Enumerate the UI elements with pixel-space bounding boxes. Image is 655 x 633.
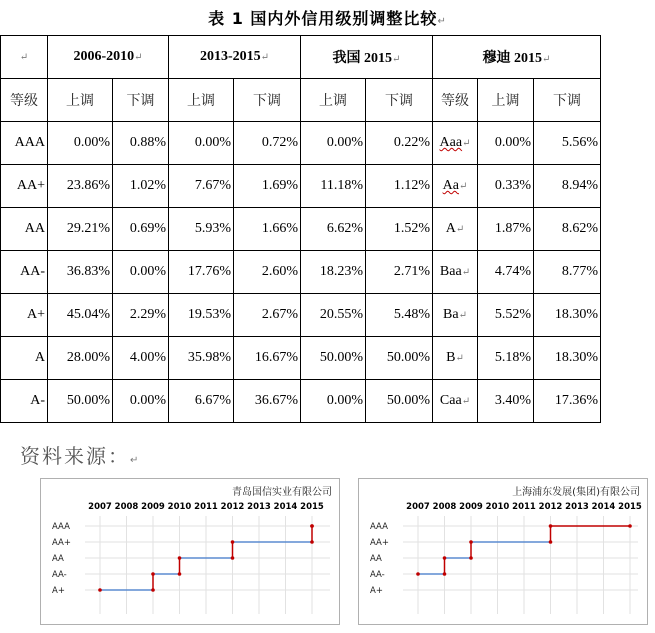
paragraph-mark: ↵ <box>462 138 471 149</box>
grade-cell <box>1 251 48 294</box>
value-cell <box>169 251 234 294</box>
value-cell <box>301 208 366 251</box>
rating-point <box>231 540 235 544</box>
year-tick-label: 2009 <box>141 502 165 512</box>
group-header-china-2015 <box>301 36 433 79</box>
value-cell-text: 23.86% <box>66 178 110 193</box>
value-cell <box>169 294 234 337</box>
value-cell-text: 0.00% <box>194 135 231 150</box>
value-cell-text: 36.83% <box>66 264 110 279</box>
moodys-grade-cell <box>433 380 478 423</box>
moodys-value-cell <box>478 251 534 294</box>
moodys-value-cell-text: 1.87% <box>494 221 531 236</box>
grade-cell <box>1 337 48 380</box>
grade-cell-text: AA+ <box>16 178 45 193</box>
value-cell <box>48 122 113 165</box>
chart-frame <box>359 479 648 625</box>
rating-tick-label: AA <box>52 554 64 564</box>
value-cell <box>234 122 301 165</box>
value-cell <box>366 294 433 337</box>
subheader-grade: 等级 <box>433 79 478 122</box>
value-cell <box>113 122 169 165</box>
value-cell-text: 28.00% <box>66 350 110 365</box>
value-cell-text: 0.69% <box>129 221 166 236</box>
value-cell <box>301 294 366 337</box>
year-tick-label: 2015 <box>300 502 324 512</box>
value-cell <box>113 208 169 251</box>
moodys-value-cell-text: 0.00% <box>494 135 531 150</box>
value-cell-text: 19.53% <box>187 307 231 322</box>
value-cell-text: 50.00% <box>386 393 430 408</box>
table-row <box>1 380 601 423</box>
value-cell <box>366 251 433 294</box>
paragraph-mark: ↵ <box>260 52 270 63</box>
moodys-grade-cell-text: Aa <box>442 178 459 193</box>
subheader-down: 下调 <box>366 79 433 122</box>
value-cell-text: 35.98% <box>187 350 231 365</box>
moodys-value-cell-text: 8.62% <box>561 221 598 236</box>
rating-tick-label: A+ <box>52 586 65 596</box>
value-cell <box>234 337 301 380</box>
value-cell-text: 20.55% <box>319 307 363 322</box>
value-cell-text: 0.00% <box>326 393 363 408</box>
value-cell-text: 0.00% <box>73 135 110 150</box>
value-cell <box>366 165 433 208</box>
moodys-value-cell <box>478 122 534 165</box>
group-label: 2006-2010 <box>73 49 135 64</box>
year-tick-label: 2014 <box>591 502 616 512</box>
value-cell <box>234 165 301 208</box>
moodys-grade-cell <box>433 251 478 294</box>
grade-cell-text: A- <box>30 393 45 408</box>
table-title-text: 表 1 国内外信用级别调整比较 <box>208 9 438 28</box>
value-cell <box>366 122 433 165</box>
value-cell <box>169 208 234 251</box>
moodys-value-cell <box>478 337 534 380</box>
rating-tick-label: AA+ <box>370 538 389 548</box>
rating-tick-label: AA+ <box>52 538 71 548</box>
value-cell-text: 1.52% <box>393 221 430 236</box>
value-cell <box>234 380 301 423</box>
year-tick-label: 2008 <box>432 502 457 512</box>
value-cell-text: 6.62% <box>326 221 363 236</box>
value-cell <box>366 337 433 380</box>
moodys-value-cell-text: 17.36% <box>554 393 598 408</box>
moodys-value-cell <box>478 380 534 423</box>
value-cell <box>113 337 169 380</box>
value-cell <box>234 251 301 294</box>
value-cell-text: 1.02% <box>129 178 166 193</box>
value-cell <box>301 122 366 165</box>
moodys-value-cell <box>534 337 601 380</box>
subheader-up: 上调 <box>48 79 113 122</box>
value-cell <box>113 294 169 337</box>
value-cell <box>113 251 169 294</box>
moodys-grade-cell-text: B <box>446 350 456 365</box>
paragraph-mark: ↵ <box>134 52 143 63</box>
value-cell-text: 0.22% <box>393 135 430 150</box>
value-cell-text: 2.29% <box>129 307 166 322</box>
rating-point <box>151 572 155 576</box>
table-title <box>0 6 655 29</box>
year-tick-label: 2011 <box>194 502 218 512</box>
value-cell-text: 29.21% <box>66 221 110 236</box>
value-cell <box>169 122 234 165</box>
rating-point <box>469 540 473 544</box>
year-tick-label: 2009 <box>459 502 483 512</box>
year-tick-label: 2011 <box>512 502 536 512</box>
group-header-moodys-2015 <box>433 36 601 79</box>
value-cell <box>301 380 366 423</box>
table-row <box>1 251 601 294</box>
paragraph-mark: ↵ <box>455 224 465 235</box>
year-tick-label: 2012 <box>538 502 563 512</box>
rating-point <box>178 556 182 560</box>
moodys-value-cell <box>478 294 534 337</box>
value-cell-text: 0.00% <box>129 393 166 408</box>
value-cell <box>113 165 169 208</box>
rating-point <box>416 572 420 576</box>
grade-cell-text: A+ <box>26 307 45 322</box>
moodys-value-cell <box>478 165 534 208</box>
rating-point <box>443 556 447 560</box>
year-tick-label: 2010 <box>167 502 192 512</box>
value-cell-text: 45.04% <box>66 307 110 322</box>
subheader-down: 下调 <box>234 79 301 122</box>
value-cell-text: 5.93% <box>194 221 231 236</box>
source-label-text: 资料来源： <box>20 444 130 468</box>
grade-cell <box>1 294 48 337</box>
value-cell <box>234 208 301 251</box>
value-cell-text: 16.67% <box>254 350 298 365</box>
table-row <box>1 122 601 165</box>
value-cell-text: 2.60% <box>261 264 298 279</box>
moodys-grade-cell-text: Caa <box>439 393 462 408</box>
moodys-value-cell-text: 5.56% <box>561 135 598 150</box>
year-tick-label: 2012 <box>220 502 245 512</box>
value-cell <box>113 380 169 423</box>
value-cell <box>169 165 234 208</box>
rating-tick-label: AAA <box>52 522 70 532</box>
table-row <box>1 165 601 208</box>
rating-chart-qingdao <box>40 478 340 626</box>
subheader-up: 上调 <box>169 79 234 122</box>
grade-cell-text: AAA <box>14 135 45 150</box>
grade-cell <box>1 122 48 165</box>
paragraph-mark: ↵ <box>437 16 447 27</box>
value-cell-text: 11.18% <box>320 178 363 193</box>
rating-tick-label: AA- <box>52 570 67 580</box>
subheader-up: 上调 <box>478 79 534 122</box>
paragraph-mark: ↵ <box>461 267 471 278</box>
moodys-grade-cell-text: A <box>445 221 456 236</box>
year-tick-label: 2007 <box>406 502 430 512</box>
value-cell-text: 0.00% <box>326 135 363 150</box>
grade-cell-text: AA- <box>20 264 45 279</box>
value-cell-text: 18.23% <box>319 264 363 279</box>
paragraph-mark: ↵ <box>458 310 467 321</box>
group-header-row <box>1 36 601 79</box>
year-tick-label: 2007 <box>88 502 112 512</box>
value-cell-text: 36.67% <box>254 393 298 408</box>
paragraph-mark: ↵ <box>455 353 464 364</box>
subheader-down: 下调 <box>113 79 169 122</box>
value-cell <box>48 294 113 337</box>
moodys-value-cell-text: 4.74% <box>494 264 531 279</box>
moodys-grade-cell <box>433 165 478 208</box>
year-tick-label: 2013 <box>565 502 589 512</box>
value-cell <box>366 208 433 251</box>
rating-point <box>310 524 314 528</box>
corner-cell <box>1 36 48 79</box>
value-cell <box>48 380 113 423</box>
moodys-value-cell-text: 0.33% <box>494 178 531 193</box>
subheader-down: 下调 <box>534 79 601 122</box>
value-cell <box>301 337 366 380</box>
moodys-grade-cell-text: Ba <box>443 307 459 322</box>
value-cell-text: 5.48% <box>393 307 430 322</box>
value-cell-text: 50.00% <box>66 393 110 408</box>
moodys-grade-cell <box>433 294 478 337</box>
value-cell-text: 0.72% <box>261 135 298 150</box>
rating-tick-label: A+ <box>370 586 383 596</box>
value-cell-text: 1.66% <box>261 221 298 236</box>
group-label: 穆迪 2015 <box>482 51 543 66</box>
paragraph-mark: ↵ <box>19 52 29 63</box>
value-cell <box>169 337 234 380</box>
moodys-value-cell-text: 18.30% <box>554 350 598 365</box>
moodys-value-cell <box>478 208 534 251</box>
subheader-grade: 等级 <box>1 79 48 122</box>
moodys-value-cell <box>534 122 601 165</box>
value-cell <box>169 380 234 423</box>
value-cell-text: 0.00% <box>129 264 166 279</box>
paragraph-mark: ↵ <box>130 455 141 466</box>
value-cell <box>48 208 113 251</box>
year-tick-label: 2008 <box>114 502 139 512</box>
paragraph-mark: ↵ <box>542 54 551 65</box>
value-cell <box>366 380 433 423</box>
chart-frame <box>41 479 340 625</box>
moodys-value-cell <box>534 380 601 423</box>
group-label: 2013-2015 <box>199 49 261 64</box>
value-cell-text: 50.00% <box>319 350 363 365</box>
rating-adjustment-table <box>0 35 601 423</box>
moodys-grade-cell-text: Aaa <box>439 135 463 150</box>
table-row <box>1 294 601 337</box>
moodys-value-cell-text: 18.30% <box>554 307 598 322</box>
sub-header-row <box>1 79 601 122</box>
value-cell-text: 7.67% <box>194 178 231 193</box>
moodys-value-cell <box>534 294 601 337</box>
moodys-value-cell-text: 3.40% <box>494 393 531 408</box>
chart-title: 青岛国信实业有限公司 <box>232 487 332 498</box>
rating-point <box>98 588 102 592</box>
value-cell-text: 2.67% <box>261 307 298 322</box>
moodys-value-cell-text: 8.94% <box>561 178 598 193</box>
paragraph-mark: ↵ <box>461 396 471 407</box>
rating-tick-label: AA <box>370 554 382 564</box>
chart-title: 上海浦东发展(集团)有限公司 <box>512 487 640 498</box>
value-cell-text: 6.67% <box>194 393 231 408</box>
table-row <box>1 337 601 380</box>
grade-cell <box>1 380 48 423</box>
value-cell <box>48 337 113 380</box>
value-cell-text: 1.12% <box>393 178 430 193</box>
value-cell-text: 17.76% <box>187 264 231 279</box>
value-cell <box>48 165 113 208</box>
moodys-value-cell <box>534 251 601 294</box>
rating-point <box>549 524 553 528</box>
moodys-value-cell <box>534 208 601 251</box>
value-cell <box>301 165 366 208</box>
moodys-value-cell-text: 5.52% <box>494 307 531 322</box>
value-cell-text: 2.71% <box>393 264 430 279</box>
year-tick-label: 2010 <box>485 502 510 512</box>
moodys-value-cell <box>534 165 601 208</box>
source-label <box>20 440 140 469</box>
paragraph-mark: ↵ <box>392 54 401 65</box>
moodys-value-cell-text: 5.18% <box>494 350 531 365</box>
value-cell <box>301 251 366 294</box>
moodys-grade-cell <box>433 337 478 380</box>
moodys-grade-cell-text: Baa <box>439 264 462 279</box>
grade-cell <box>1 165 48 208</box>
grade-cell-text: AA <box>24 221 45 236</box>
table-row <box>1 208 601 251</box>
value-cell <box>48 251 113 294</box>
moodys-grade-cell <box>433 122 478 165</box>
group-label: 我国 2015 <box>332 51 393 66</box>
grade-cell <box>1 208 48 251</box>
moodys-value-cell-text: 8.77% <box>561 264 598 279</box>
year-tick-label: 2013 <box>247 502 271 512</box>
rating-tick-label: AA- <box>370 570 385 580</box>
moodys-grade-cell <box>433 208 478 251</box>
group-header-2006-2010 <box>48 36 169 79</box>
group-header-2013-2015 <box>169 36 301 79</box>
value-cell-text: 4.00% <box>129 350 166 365</box>
grade-cell-text: A <box>34 350 45 365</box>
paragraph-mark: ↵ <box>458 181 468 192</box>
value-cell-text: 0.88% <box>129 135 166 150</box>
value-cell-text: 1.69% <box>261 178 298 193</box>
rating-chart-shanghai <box>358 478 648 626</box>
year-tick-label: 2014 <box>273 502 298 512</box>
rating-tick-label: AAA <box>370 522 388 532</box>
subheader-up: 上调 <box>301 79 366 122</box>
year-tick-label: 2015 <box>618 502 642 512</box>
value-cell-text: 50.00% <box>386 350 430 365</box>
rating-point <box>628 524 632 528</box>
value-cell <box>234 294 301 337</box>
